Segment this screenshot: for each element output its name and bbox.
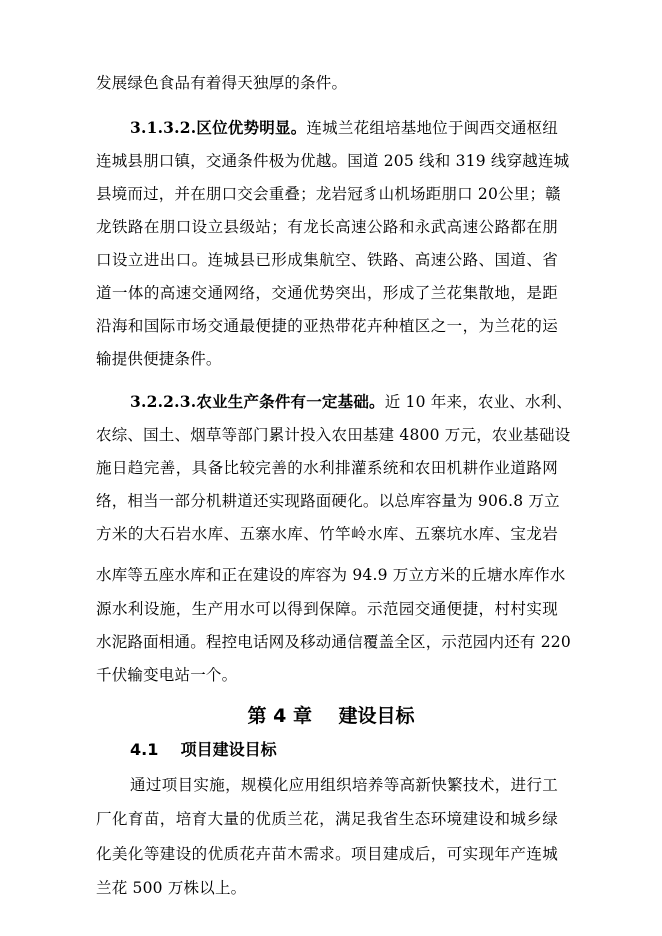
paragraph-first-line xyxy=(130,391,573,413)
paragraph-line: 口设立进出口。连城县已形成集航空、铁路、高速公路、国道、省 xyxy=(96,251,558,269)
paragraph-line: 络，相当一部分机耕道还实现路面硬化。以总库容量为 906.8 万立 xyxy=(96,492,560,510)
paragraph-line: 化美化等建设的优质花卉苗木需求。项目建成后，可实现年产连城 xyxy=(96,845,558,863)
paragraph-text: 近 10 年来，农业、水利、 xyxy=(384,393,573,411)
paragraph-text: 连城兰花组培基地位于闽西交通枢纽 xyxy=(306,119,558,137)
section-heading-inline: 3.2.2.3.农业生产条件有一定基础。 xyxy=(130,392,385,411)
paragraph-line: 输提供便捷条件。 xyxy=(96,350,222,368)
paragraph-line: 道一体的高速交通网络，交通优势突出，形成了兰花集散地，是距 xyxy=(96,284,558,302)
paragraph-line: 源水利设施，生产用水可以得到保障。示范园交通便捷，村村实现 xyxy=(96,600,558,618)
section-heading-inline: 3.1.3.2.区位优势明显。 xyxy=(130,118,307,137)
paragraph-line: 施日趋完善，具备比较完善的水利排灌系统和农田机耕作业道路网 xyxy=(96,459,558,477)
paragraph-line: 县境而过，并在朋口交会重叠；龙岩冠豸山机场距朋口 20公里；赣 xyxy=(96,185,561,203)
paragraph-line: 方米的大石岩水库、五寨水库、竹竿岭水库、五寨坑水库、宝龙岩 xyxy=(96,525,558,543)
paragraph-line: 农综、国土、烟草等部门累计投入农田基建 4800 万元，农业基础设 xyxy=(96,426,571,444)
paragraph-line: 水泥路面相通。程控电话网及移动通信覆盖全区，示范园内还有 220 xyxy=(96,633,571,651)
paragraph-line: 发展绿色食品有着得天独厚的条件。 xyxy=(96,74,348,92)
paragraph-line: 千伏输变电站一个。 xyxy=(96,666,238,684)
paragraph-line: 水库等五座水库和正在建设的库容为 94.9 万立方米的丘塘水库作水 xyxy=(96,566,566,584)
paragraph-first-line: 通过项目实施，规模化应用组织培养等高新快繁技术，进行工 xyxy=(130,776,558,794)
section-title: 4.1 项目建设目标 xyxy=(130,740,277,759)
paragraph-line: 龙铁路在朋口设立县级站；有龙长高速公路和永武高速公路都在朋 xyxy=(96,218,558,236)
paragraph-line: 连城县朋口镇，交通条件极为优越。国道 205 线和 319 线穿越连城 xyxy=(96,152,570,170)
paragraph-line: 兰花 500 万株以上。 xyxy=(96,879,247,897)
chapter-title: 第 4 章 建设目标 xyxy=(247,705,415,727)
paragraph-first-line xyxy=(130,117,558,139)
paragraph-line: 沿海和国际市场交通最便捷的亚热带花卉种植区之一，为兰花的运 xyxy=(96,317,558,335)
paragraph-line: 厂化育苗，培育大量的优质兰花，满足我省生态环境建设和城乡绿 xyxy=(96,810,558,828)
